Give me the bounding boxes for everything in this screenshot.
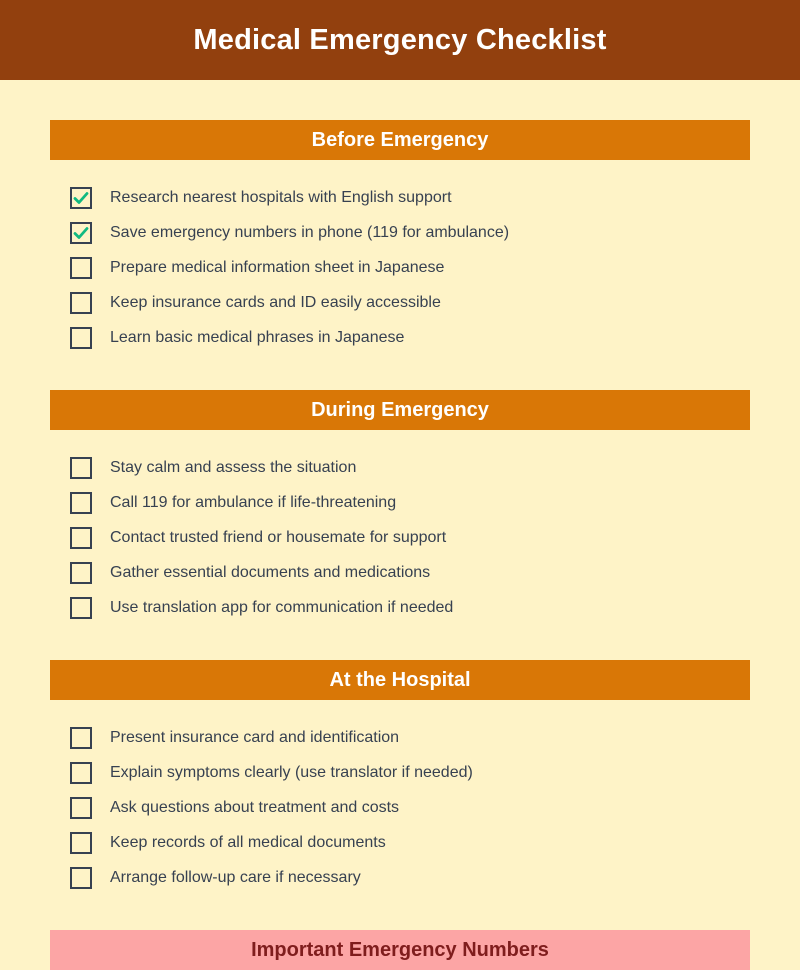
checklist-item (70, 485, 750, 520)
checkbox[interactable] (70, 222, 92, 244)
checklist-content (0, 80, 800, 970)
item-label: Keep records of all medical documents (110, 833, 386, 851)
section-header: During Emergency (50, 390, 750, 430)
item-label: Keep insurance cards and ID easily accessible (110, 293, 441, 311)
checklist-item (70, 450, 750, 485)
section-before-emergency (50, 120, 750, 355)
item-label: Ask questions about treatment and costs (110, 798, 400, 816)
checkbox[interactable] (70, 597, 92, 619)
section-header: At the Hospital (50, 660, 750, 700)
item-label: Save emergency numbers in phone (119 for ambulance) (110, 223, 510, 241)
checkbox[interactable] (70, 562, 92, 584)
item-label: Stay calm and assess the situation (110, 458, 357, 476)
item-label: Contact trusted friend or housemate for support (110, 528, 447, 546)
checklist-item (70, 180, 750, 215)
section-header: Before Emergency (50, 120, 750, 160)
checkbox[interactable] (70, 797, 92, 819)
item-label: Learn basic medical phrases in Japanese (110, 328, 405, 346)
checkbox[interactable] (70, 527, 92, 549)
checklist-item (70, 555, 750, 590)
section-header: Important Emergency Numbers (50, 930, 750, 970)
checklist-item (70, 215, 750, 250)
checklist-item (70, 755, 750, 790)
item-label: Explain symptoms clearly (use translator if needed) (110, 763, 473, 781)
checkbox[interactable] (70, 867, 92, 889)
item-label: Present insurance card and identification (110, 728, 400, 746)
checkbox[interactable] (70, 727, 92, 749)
checklist (50, 160, 750, 355)
checklist-item (70, 790, 750, 825)
checklist (50, 700, 750, 895)
checkbox[interactable] (70, 187, 92, 209)
section-emergency-numbers (50, 930, 750, 970)
checkmark-icon (73, 190, 89, 206)
checkbox[interactable] (70, 292, 92, 314)
checklist-item (70, 720, 750, 755)
item-label: Prepare medical information sheet in Japanese (110, 258, 445, 276)
checklist-item (70, 825, 750, 860)
item-label: Use translation app for communication if needed (110, 598, 454, 616)
checkbox[interactable] (70, 492, 92, 514)
checkbox[interactable] (70, 257, 92, 279)
section-at-the-hospital (50, 660, 750, 895)
checklist-item (70, 320, 750, 355)
checklist (50, 430, 750, 625)
checkbox[interactable] (70, 327, 92, 349)
checklist-item (70, 285, 750, 320)
checklist-item (70, 590, 750, 625)
checkbox[interactable] (70, 762, 92, 784)
checkbox[interactable] (70, 832, 92, 854)
page-header (0, 0, 800, 80)
item-label: Arrange follow-up care if necessary (110, 868, 361, 886)
checkbox[interactable] (70, 457, 92, 479)
checkmark-icon (73, 225, 89, 241)
checklist-item (70, 520, 750, 555)
item-label: Call 119 for ambulance if life-threatening (110, 493, 397, 511)
item-label: Gather essential documents and medications (110, 563, 431, 581)
section-during-emergency (50, 390, 750, 625)
checklist-item (70, 860, 750, 895)
checklist-item (70, 250, 750, 285)
item-label: Research nearest hospitals with English support (110, 188, 452, 206)
page-title: Medical Emergency Checklist (193, 23, 607, 56)
